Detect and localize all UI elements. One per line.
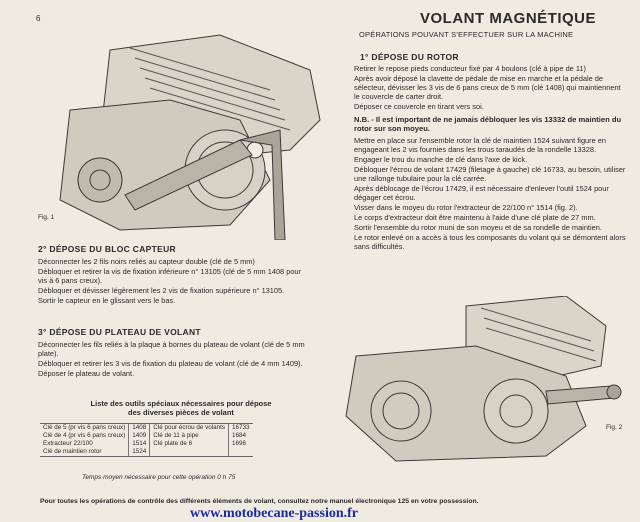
figure-1-engine-illustration	[40, 30, 330, 240]
tool-name: Extracteur 22/100	[40, 440, 129, 448]
section-capteur	[38, 244, 310, 306]
table-row	[40, 424, 253, 432]
tools-list-title	[50, 399, 312, 417]
tool-ref: 1684	[232, 432, 247, 439]
page-number: 6	[36, 14, 41, 23]
section-capteur-heading: 2° DÉPOSE DU BLOC CAPTEUR	[38, 244, 176, 254]
tool-ref: 1409	[129, 432, 150, 440]
capteur-paragraph: Déconnecter les 2 fils noirs reliés au capteur double (clé de 5 mm)	[38, 257, 255, 266]
plateau-paragraph: Déposer le plateau de volant.	[38, 369, 135, 378]
tool-name: Clé plate de 6	[150, 440, 229, 448]
section-rotor	[354, 52, 626, 252]
figure-1-label: Fig. 1	[38, 214, 55, 221]
rotor-nb-warning: N.B. - Il est important de ne jamais débloquer les vis 13332 de maintien du rotor sur son moyeu.	[354, 115, 622, 133]
engine-drawing-fig1	[40, 30, 330, 240]
page-subtitle: OPÉRATIONS POUVANT S'EFFECTUER SUR LA MACHINE	[359, 30, 574, 39]
rotor-paragraph: Sortir l'ensemble du rotor muni de son moyeu et de sa rondelle de maintien.	[354, 223, 602, 232]
time-note: Temps moyen nécessaire pour cette opération 0 h 75	[82, 474, 236, 481]
rotor-paragraph: Déposer ce couvercle en tirant vers soi.	[354, 102, 484, 111]
tool-ref: 1524	[129, 448, 150, 456]
plateau-paragraph: Débloquer et retirer les 3 vis de fixation du plateau de volant (clé de 4 mm 1409).	[38, 359, 303, 368]
rotor-paragraph: Engager le trou du manche de clé dans l'axe de kick.	[354, 155, 528, 164]
tools-title-line: Liste des outils spéciaux nécessaires pour dépose	[90, 399, 272, 408]
tool-name: Clé de maintien rotor	[40, 448, 129, 456]
rotor-paragraph: Après déblocage de l'écrou 17429, il est nécessaire d'enlever l'outil 1524 pour dégager cet écrou.	[354, 184, 609, 202]
tools-table	[40, 424, 253, 456]
plateau-paragraph: Déconnecter les fils reliés à la plaque à bornes du plateau de volant (clé de 5 mm plate).	[38, 340, 305, 358]
table-row	[40, 448, 253, 456]
section-plateau	[38, 327, 310, 379]
tool-name: Clé de 4 (pr vis 6 pans creux)	[40, 432, 129, 440]
footer-note: Pour toutes les opérations de contrôle des différents éléments de volant, consultez notre manuel électronique 125 en votre possession.	[40, 498, 479, 505]
section-plateau-heading: 3° DÉPOSE DU PLATEAU DE VOLANT	[38, 327, 201, 337]
tool-ref: 1514	[129, 440, 150, 448]
capteur-paragraph: Sortir le capteur en le glissant vers le bas.	[38, 296, 176, 305]
tool-name	[150, 448, 229, 456]
tool-ref: 1408	[129, 424, 150, 432]
tool-ref	[229, 448, 253, 456]
tools-table-wrapper	[40, 423, 253, 457]
page-title: VOLANT MAGNÉTIQUE	[420, 10, 596, 27]
capteur-paragraph: Débloquer et retirer la vis de fixation inférieure n° 13105 (clé de 5 mm 1408 pour vis à 6 pans creux).	[38, 267, 302, 285]
tools-title-line: des diverses pièces de volant	[128, 408, 234, 417]
tool-ref: 16733	[232, 424, 250, 431]
tool-ref: 1696	[232, 440, 247, 447]
website-watermark: www.motobecane-passion.fr	[190, 506, 358, 521]
tool-name: Clé de 11 à pipe	[150, 432, 229, 440]
section-rotor-heading: 1° DÉPOSE DU ROTOR	[360, 52, 459, 62]
engine-drawing-fig2	[336, 296, 632, 462]
tool-name: Clé de 5 (pr vis 6 pans creux)	[40, 424, 129, 432]
rotor-paragraph: Débloquer l'écrou de volant 17429 (filetage à gauche) clé 16733, au besoin, utiliser une rallonge tubulaire pour la clé carrée.	[354, 165, 626, 183]
rotor-paragraph: Visser dans le moyeu du rotor l'extracteur de 22/100 n° 1514 (fig. 2).	[354, 203, 578, 212]
rotor-paragraph: Mettre en place sur l'ensemble rotor la clé de maintien 1524 suivant figure en engageant les 2 vis fournies dans les trous taraudés de la rondelle 13328.	[354, 136, 607, 154]
rotor-paragraph: Après avoir déposé la clavette de pédale de mise en marche et la pédale de sélecteur, dévisser les 3 vis de 6 pans creux de 5 mm (clé 1408) qui maintiennent le couvercle de carter droit.	[354, 74, 621, 101]
rotor-paragraph: Le rotor enlevé on a accès à tous les composants du volant qui se démontent alors sans difficultés.	[354, 233, 626, 251]
tool-name: Clé pour écrou de volants	[150, 424, 229, 432]
rotor-paragraph: Le corps d'extracteur doit être maintenu à l'aide d'une clé plate de 27 mm.	[354, 213, 596, 222]
table-row	[40, 432, 253, 440]
figure-2-label: Fig. 2	[606, 424, 623, 431]
table-row	[40, 440, 253, 448]
capteur-paragraph: Débloquer et dévisser légèrement les 2 vis de fixation supérieure n° 13105.	[38, 286, 285, 295]
rotor-paragraph: Retirer le repose pieds conducteur fixé par 4 boulons (clé à pipe de 11)	[354, 64, 586, 73]
figure-2-engine-illustration	[336, 296, 632, 462]
